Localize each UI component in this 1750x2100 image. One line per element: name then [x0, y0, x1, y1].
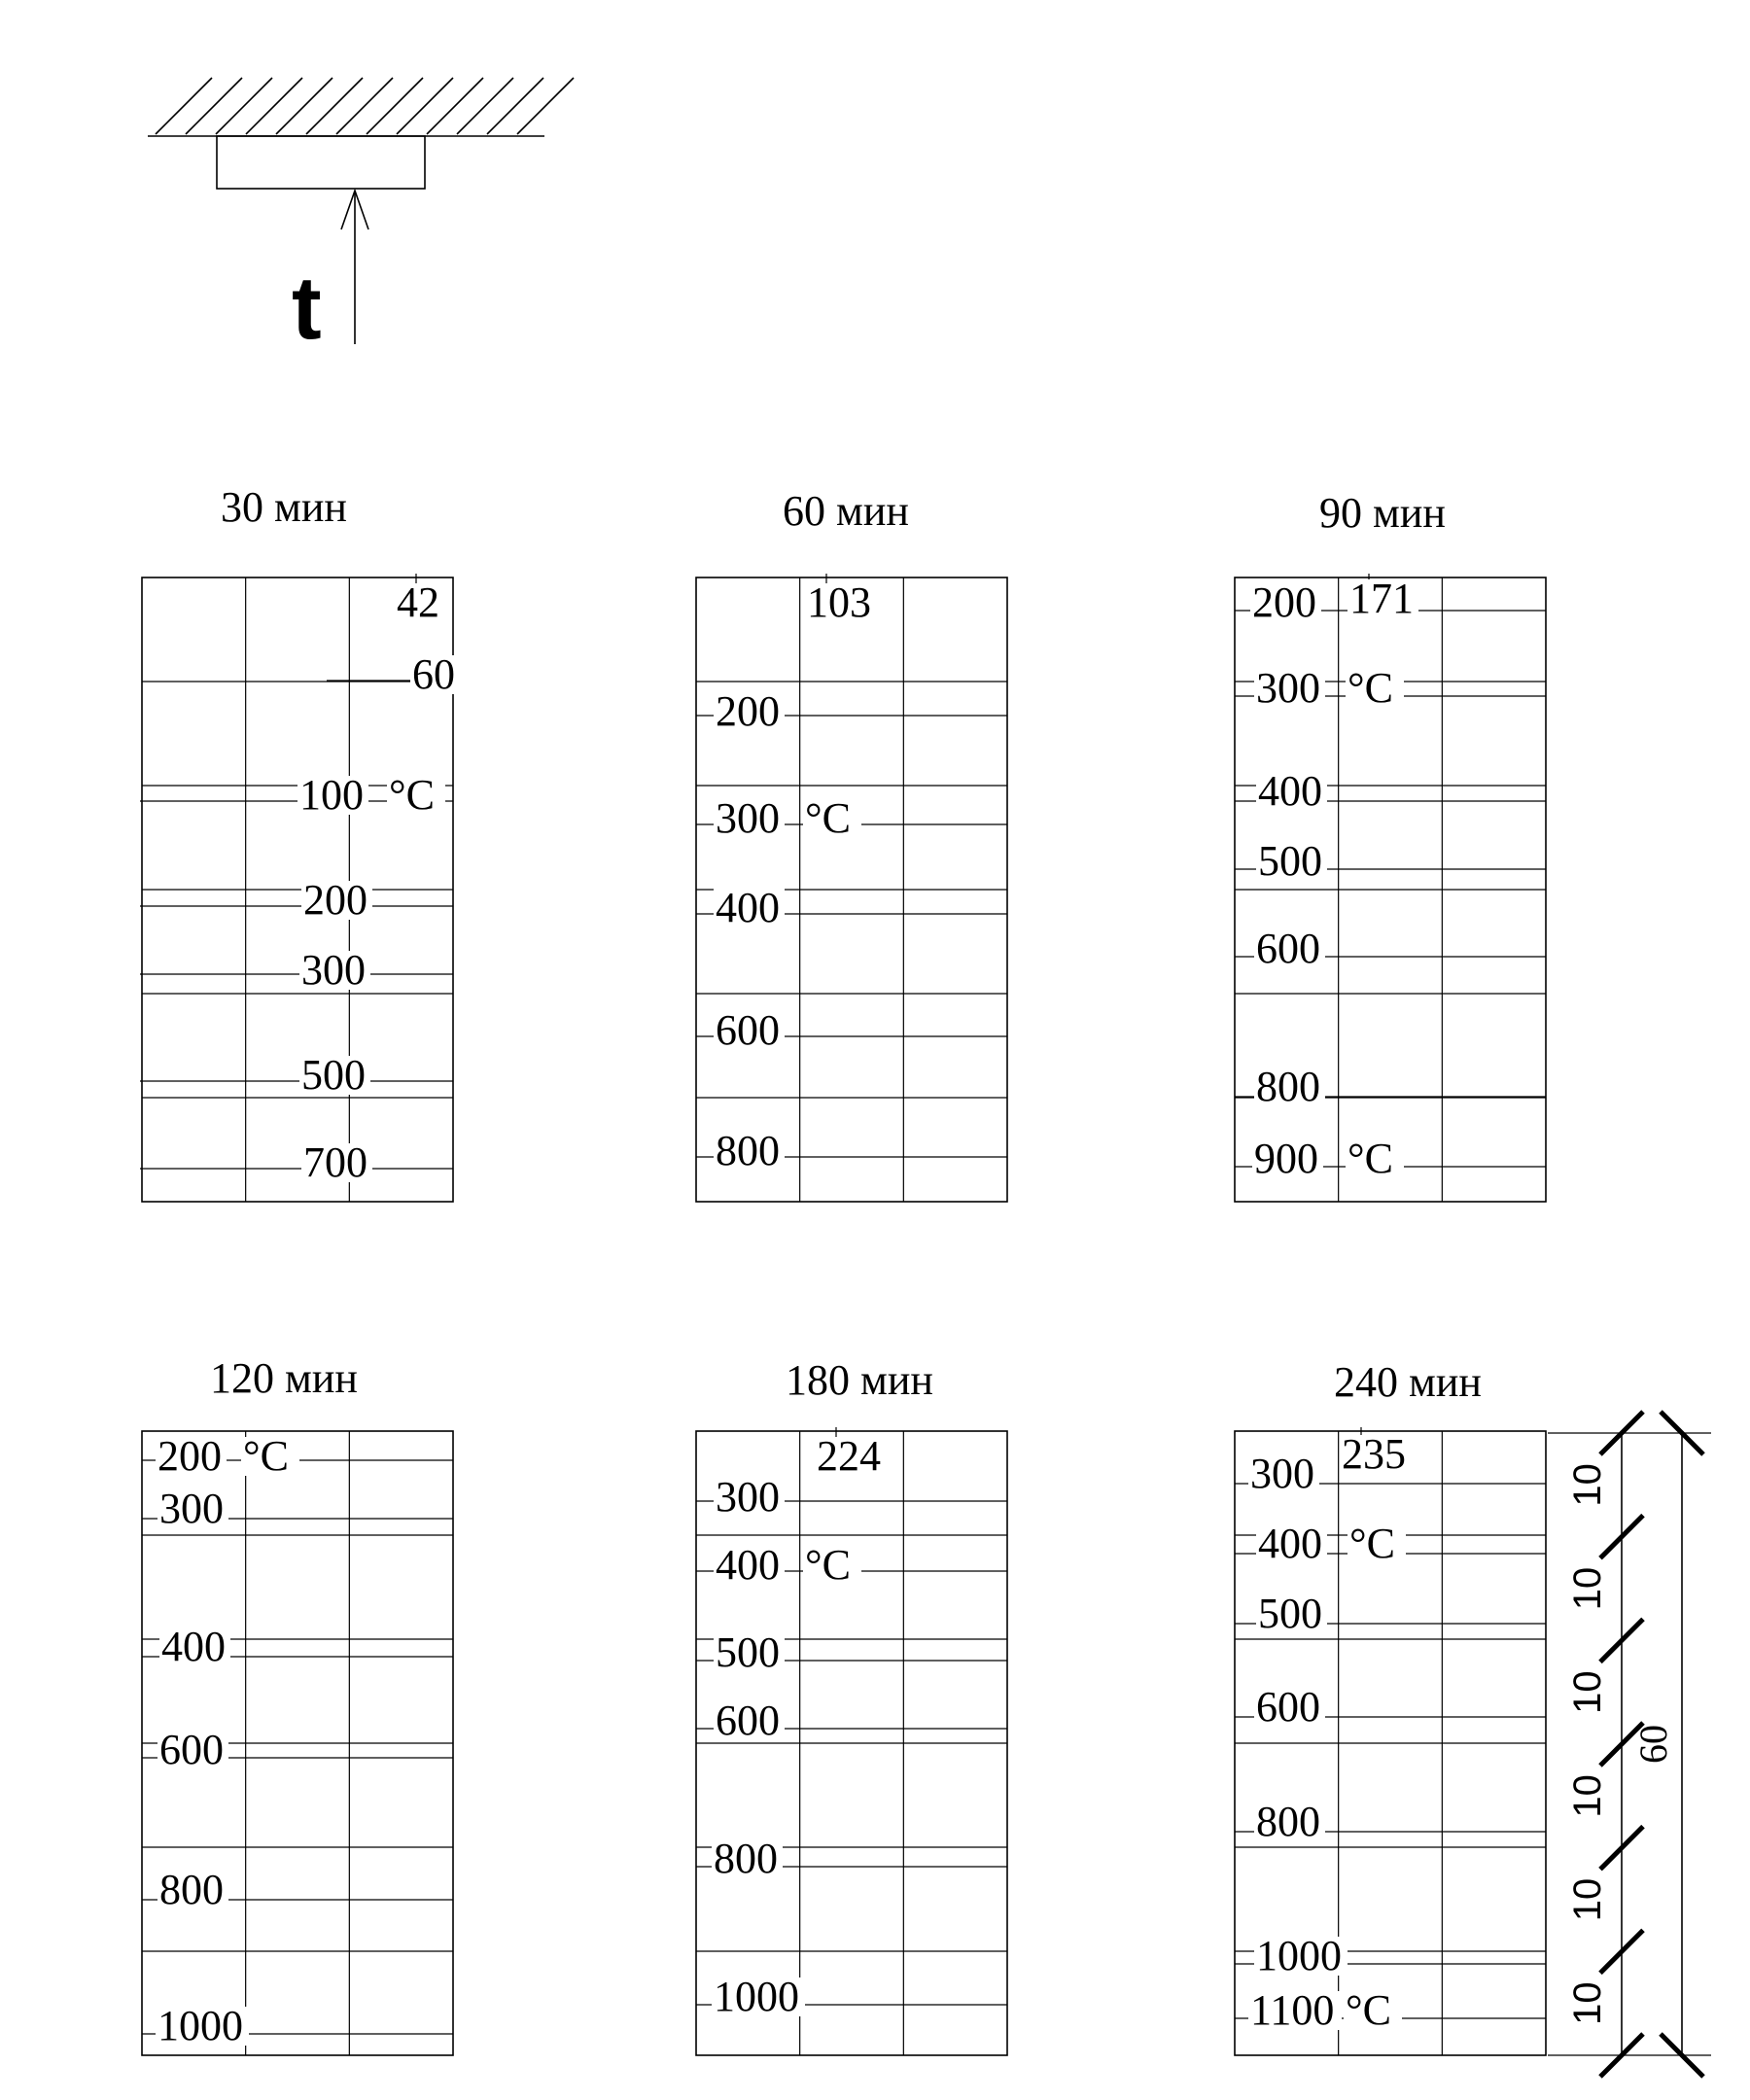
panel [1235, 1358, 1546, 2055]
isotherm-label: 900 [1254, 1135, 1318, 1182]
isotherm-unit: °C [1348, 664, 1393, 712]
isotherm-unit: °C [805, 794, 851, 842]
dimension-chain [1548, 1412, 1711, 2077]
isotherm-label: 800 [1256, 1063, 1320, 1110]
isotherm-unit: °C [1348, 1135, 1393, 1182]
panel-title: 60 мин [783, 487, 909, 535]
isotherm-unit: °C [389, 771, 435, 819]
isotherm-label: 500 [716, 1628, 780, 1676]
hatch-line [156, 78, 212, 134]
hatch-line [487, 78, 543, 134]
panel-title: 240 мин [1334, 1358, 1482, 1406]
isotherm-label: 400 [716, 1541, 780, 1589]
hatch-line [276, 78, 332, 134]
isotherm-label: 800 [1256, 1798, 1320, 1845]
isotherm-label: 171 [1349, 575, 1414, 622]
hatch-line [216, 78, 272, 134]
isotherm-label: 300 [1256, 664, 1320, 712]
hatch-line [517, 78, 574, 134]
dimension-segment-label: 10 [1566, 1774, 1609, 1818]
time-label: t [292, 259, 322, 358]
panel-title: 30 мин [221, 483, 347, 531]
isotherm-label: 200 [158, 1432, 222, 1480]
isotherm-label: 300 [716, 794, 780, 842]
isotherm-label: 1100 [1250, 1986, 1335, 2034]
isotherm-label: 1000 [1256, 1932, 1342, 1979]
panel [142, 1354, 453, 2055]
isotherm-label: 500 [301, 1051, 366, 1099]
isotherm-label: 200 [716, 687, 780, 735]
isotherm-label: 600 [159, 1726, 224, 1773]
hatch-line [306, 78, 363, 134]
hatch-line [367, 78, 423, 134]
dimension-segment-label: 10 [1566, 1463, 1609, 1507]
isotherm-label: 600 [1256, 925, 1320, 972]
isotherm-label: 300 [159, 1485, 224, 1532]
panel [696, 487, 1007, 1202]
isotherm-label: 42 [397, 578, 439, 626]
isotherm-label: 224 [817, 1432, 881, 1480]
panel [140, 483, 459, 1202]
hatch-line [427, 78, 483, 134]
isotherm-unit: °C [805, 1541, 851, 1589]
isotherm-label: 600 [716, 1006, 780, 1054]
panel [696, 1356, 1007, 2055]
ceiling-hatching [156, 78, 574, 134]
dimension-segment-label: 10 [1566, 1877, 1609, 1922]
isotherm-label: 300 [716, 1473, 780, 1521]
isotherm-label: 400 [1258, 1520, 1322, 1567]
isotherm-label: 600 [716, 1697, 780, 1744]
isotherm-unit: °C [1346, 1986, 1391, 2034]
isotherm-unit: °C [1349, 1520, 1395, 1567]
isotherm-label: 700 [303, 1138, 368, 1186]
isotherm-label: 400 [161, 1623, 226, 1670]
slab-section [217, 136, 425, 189]
slab-schematic [148, 78, 574, 358]
hatch-line [186, 78, 242, 134]
hatch-line [457, 78, 513, 134]
dimension-segment-label: 10 [1566, 1566, 1609, 1611]
isotherm-label: 200 [1252, 578, 1316, 626]
isotherm-label: 400 [716, 884, 780, 931]
hatch-line [336, 78, 393, 134]
isotherm-label: 300 [301, 946, 366, 994]
dimension-segment-label: 10 [1566, 1981, 1609, 2025]
isotherm-label: 235 [1342, 1430, 1406, 1478]
panel-title: 90 мин [1319, 489, 1446, 537]
isotherm-label: 800 [714, 1835, 778, 1882]
isotherm-label: 300 [1250, 1450, 1314, 1497]
isotherm-label: 60 [412, 650, 455, 698]
panel [1235, 489, 1546, 1202]
panel-title: 180 мин [786, 1356, 933, 1404]
dimension-total-label: 60 [1631, 1725, 1675, 1764]
panel-title: 120 мин [210, 1354, 358, 1402]
isotherm-label: 800 [159, 1866, 224, 1913]
isotherm-label: 500 [1258, 1590, 1322, 1637]
isotherm-unit: °C [243, 1432, 289, 1480]
isotherm-label: 100 [299, 771, 364, 819]
isotherm-label: 1000 [714, 1973, 799, 2020]
isotherm-panels [140, 483, 1546, 2055]
isotherm-label: 200 [303, 876, 368, 924]
isotherm-label: 600 [1256, 1683, 1320, 1731]
isotherm-label: 103 [807, 578, 871, 626]
hatch-line [397, 78, 453, 134]
isotherm-label: 400 [1258, 767, 1322, 815]
hatch-line [246, 78, 302, 134]
isotherm-label: 1000 [158, 2002, 243, 2049]
isotherm-label: 800 [716, 1127, 780, 1174]
isotherm-label: 500 [1258, 837, 1322, 885]
dimension-segment-label: 10 [1566, 1670, 1609, 1714]
